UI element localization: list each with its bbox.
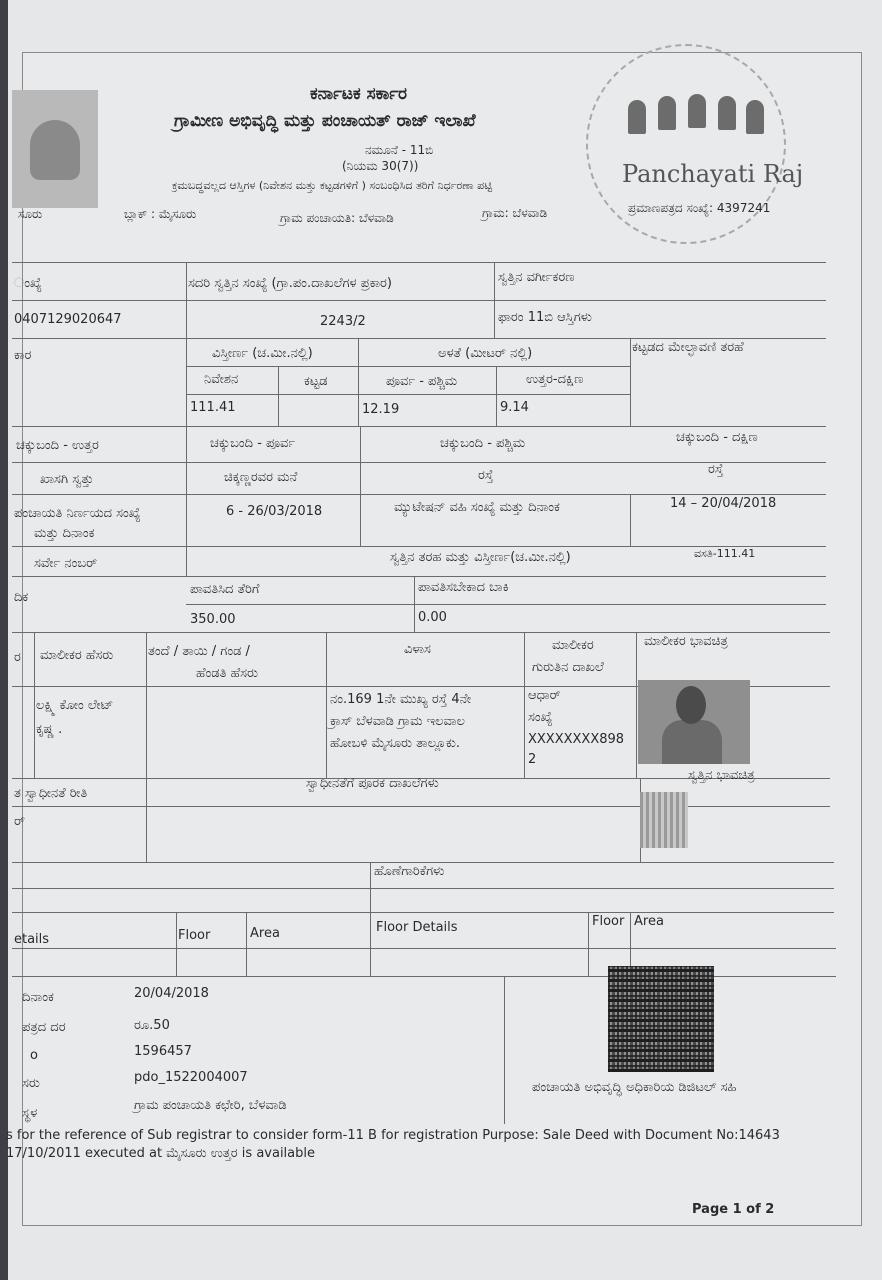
- details-label: etails: [14, 932, 50, 947]
- tax-paid-value: 350.00: [190, 612, 236, 627]
- east-boundary-value: ಚಿಕ್ಕಣ್ಣರವರ ಮನೆ: [224, 470, 298, 485]
- floor-details-label: Floor Details: [376, 920, 458, 935]
- type-label: ಕಾರ: [14, 348, 32, 363]
- logo-figure-icon: [746, 100, 764, 134]
- survey-label: ಸರ್ವೇ ನಂಬರ್: [34, 556, 98, 571]
- area-label: Area: [250, 926, 280, 941]
- property-id-label: ಂಖ್ಯೆ: [14, 276, 42, 291]
- id-number: XXXXXXXX898: [528, 732, 625, 747]
- roof-label: ಕಟ್ಟಡದ ಮೇಲ್ಛಾವಣಿ ತರಹೆ: [632, 340, 744, 355]
- resolution-label-2: ಮತ್ತು ದಿನಾಂಕ: [34, 526, 95, 541]
- east-west-value: 12.19: [362, 402, 400, 417]
- resolution-value: 6 - 26/03/2018: [226, 504, 323, 519]
- form-description: ಕ್ರಮಬದ್ಧವಲ್ಲದ ಆಸ್ತಿಗಳ (ನಿವೇಶನ ಮತ್ತು ಕಟ್ಟಡಗಳಿಗೆ ) ಸಂಬಂಧಿಸಿದ ತರಿಗೆ ನಿರ್ಧರಣಾ ಪಟ್ಟಿ: [172, 179, 493, 192]
- south-boundary-value: ರಸ್ತೆ: [708, 462, 724, 477]
- id-number-2: 2: [528, 752, 537, 767]
- rule-number: (ನಿಯಮ 30(7)): [342, 159, 419, 173]
- north-south-label: ಉತ್ತರ-ದಕ್ಷಿಣ: [526, 372, 584, 387]
- possession-docs-label: ಸ್ವಾಧೀನತೆಗೆ ಪೂರಕ ದಾಖಲೆಗಳು: [306, 776, 439, 791]
- owner-photo-label: ಮಾಲೀಕರ ಭಾವಚಿತ್ರ: [644, 634, 728, 649]
- taluk: ಸೂರು: [18, 207, 43, 221]
- panchayati-raj-logo: Panchayati Raj: [622, 160, 804, 188]
- owner-name-value: ಲಕ್ಷ್ಮಿ ಕೋಂ ಲೇಟ್: [36, 698, 114, 713]
- floor-label-2: Floor: [592, 914, 625, 929]
- property-photo: [640, 792, 688, 848]
- id-type: ಆಧಾರ್: [528, 688, 561, 703]
- govt-title: ಕರ್ನಾಟಕ ಸರ್ಕಾರ: [310, 84, 408, 104]
- classification-value: ಫಾರಂ 11ಬಿ ಆಸ್ತಿಗಳು: [498, 310, 592, 325]
- mutation-value: 14 – 20/04/2018: [670, 496, 777, 511]
- mutation-label: ಮ್ಯುಟೇಷನ್ ವಹಿ ಸಂಖ್ಯೆ ಮತ್ತು ದಿನಾಂಕ: [394, 500, 560, 515]
- owner-prefix: ರ: [14, 650, 21, 665]
- address-label: ವಿಳಾಸ: [404, 642, 431, 657]
- property-number-value: 2243/2: [320, 314, 366, 329]
- logo-figure-icon: [628, 100, 646, 134]
- logo-figure-icon: [718, 96, 736, 130]
- owner-photo: [638, 680, 750, 764]
- west-boundary-label: ಚಕ್ಕುಬಂದಿ - ಪಶ್ಚಿಮ: [440, 436, 526, 451]
- relation-label: ತಂದೆ / ತಾಯಿ / ಗಂಡ /: [148, 644, 250, 659]
- address-value-2: ಕ್ರಾಸ್ ಬೆಳವಾಡಿ ಗ್ರಾಮ ಇಲವಾಲ: [330, 714, 465, 729]
- id-label: ಮಾಲೀಕರ: [552, 638, 594, 653]
- west-boundary-value: ರಸ್ತೆ: [478, 468, 494, 483]
- north-boundary-value: ಖಾಸಗಿ ಸ್ವತ್ತು: [40, 472, 94, 487]
- possession-label: ತ ಸ್ವಾಧೀನತೆ ರೀತಿ: [14, 786, 88, 801]
- possession-row-prefix: ರ್: [14, 814, 26, 829]
- note-line-1: s for the reference of Sub registrar to consider form-11 B for registration Purpose: Sale Deed with Document No:14643: [6, 1128, 780, 1143]
- user-value: pdo_1522004007: [134, 1070, 248, 1085]
- property-photo-label: ಸ್ವತ್ತಿನ ಭಾವಚಿತ್ರ: [688, 768, 755, 783]
- east-west-label: ಪೂರ್ವ - ಪಶ್ಚಿಮ: [386, 374, 458, 389]
- site-label: ನಿವೇಶನ: [204, 372, 239, 387]
- liabilities-label: ಹೊಣೆಗಾರಿಕೆಗಳು: [374, 864, 445, 879]
- property-id-value: 0407129020647: [14, 312, 122, 327]
- measure-label: ಅಳತೆ (ಮೀಟರ್ ನಲ್ಲಿ): [438, 346, 533, 361]
- number-value: 1596457: [134, 1044, 192, 1059]
- number-label: o: [30, 1048, 38, 1063]
- property-kind-label: ಸ್ವತ್ತಿನ ತರಹ ಮತ್ತು ವಿಸ್ತೀರ್ಣ(ಚ.ಮೀ.ನಲ್ಲಿ): [390, 550, 571, 565]
- tax-due-value: 0.00: [418, 610, 447, 625]
- date-label: ದಿನಾಂಕ: [22, 990, 54, 1005]
- property-number-label: ಸದರಿ ಸ್ವತ್ತಿನ ಸಂಖ್ಯೆ (ಗ್ರಾ.ಪಂ.ದಾಖಲೆಗಳ ಪ್ರಕಾರ): [188, 276, 392, 291]
- logo-figure-icon: [658, 96, 676, 130]
- extent-label: ವಿಸ್ತೀರ್ಣ (ಚ.ಮೀ.ನಲ್ಲಿ): [212, 346, 313, 361]
- north-south-value: 9.14: [500, 400, 529, 415]
- classification-label: ಸ್ವತ್ತಿನ ವರ್ಗೀಕರಣ: [498, 270, 575, 285]
- property-kind-value: ವಸತಿ-111.41: [694, 547, 756, 560]
- gram-panchayat: ಗ್ರಾಮ ಪಂಚಾಯತಿ: ಬೆಳವಾಡಿ: [280, 211, 394, 225]
- user-label: ಸರು: [22, 1076, 40, 1091]
- resolution-label: ಪಂಚಾಯತಿ ನಿರ್ಣಯದ ಸಂಖ್ಯೆ: [14, 506, 141, 521]
- tax-due-label: ಪಾವತಿಸಬೇಕಾದ ಬಾಕಿ: [418, 580, 509, 595]
- dept-title: ಗ್ರಾಮೀಣ ಅಭಿವೃದ್ಧಿ ಮತ್ತು ಪಂಚಾಯತ್ ರಾಜ್ ಇಲಾಖೆ: [174, 111, 476, 131]
- logo-figure-icon: [688, 94, 706, 128]
- page-number: Page 1 of 2: [692, 1202, 775, 1217]
- owner-name-label: ಮಾಲೀಕರ ಹೆಸರು: [40, 648, 114, 663]
- place-label: ಸ್ಥಳ: [22, 1106, 38, 1121]
- south-boundary-label: ಚಕ್ಕುಬಂದಿ - ದಕ್ಷಿಣ: [676, 430, 758, 445]
- site-value: 111.41: [190, 400, 236, 415]
- tax-paid-label: ಪಾವತಿಸಿದ ತೆರಿಗೆ: [190, 582, 260, 597]
- east-boundary-label: ಚಕ್ಕುಬಂದಿ - ಪೂರ್ವ: [210, 436, 296, 451]
- id-type-2: ಸಂಖ್ಯೆ: [528, 710, 553, 725]
- north-boundary-label: ಚಕ್ಕುಬಂದಿ - ಉತ್ತರ: [16, 438, 99, 453]
- id-label-2: ಗುರುತಿನ ದಾಖಲೆ: [532, 660, 604, 675]
- area-label-2: Area: [634, 914, 664, 929]
- certificate-number: ಪ್ರಮಾಣಪತ್ರದ ಸಂಖ್ಯೆ: 4397241: [628, 201, 771, 215]
- note-line-2: 17/10/2011 executed at ಮೈಸೂರು ಉತ್ತರ is available: [6, 1146, 315, 1161]
- form-number: ನಮೂನೆ - 11ಬಿ: [365, 143, 434, 157]
- village: ಗ್ರಾಮ: ಬೆಳವಾಡಿ: [482, 206, 548, 220]
- address-value-3: ಹೋಬಳಿ ಮೈಸೂರು ತಾಲ್ಲೂಕು.: [330, 736, 461, 751]
- place-value: ಗ್ರಾಮ ಪಂಚಾಯತಿ ಕಛೇರಿ, ಬೆಳವಾಡಿ: [134, 1098, 287, 1113]
- relation-label-2: ಹೆಂಡತಿ ಹೆಸರು: [196, 666, 259, 681]
- address-value-1: ನಂ.169 1ನೇ ಮುಖ್ಯ ರಸ್ತೆ 4ನೇ: [330, 692, 472, 707]
- owner-name-value-2: ಕೃಷ್ಣ .: [36, 722, 63, 737]
- date-value: 20/04/2018: [134, 986, 209, 1001]
- block: ಬ್ಲಾಕ್ : ಮೈಸೂರು: [124, 207, 197, 221]
- building-label: ಕಟ್ಟಡ: [304, 374, 328, 389]
- digital-signature-label: ಪಂಚಾಯತಿ ಅಭಿವೃದ್ಧಿ ಅಧಿಕಾರಿಯ ಡಿಜಿಟಲ್ ಸಹಿ: [532, 1080, 737, 1095]
- fee-value: ರೂ.50: [134, 1018, 170, 1033]
- karnataka-emblem-icon: [12, 90, 98, 208]
- fee-label: ಪತ್ರದ ದರ: [22, 1020, 66, 1035]
- floor-label: Floor: [178, 928, 211, 943]
- tax-row-label: ದಿಕ: [14, 590, 29, 605]
